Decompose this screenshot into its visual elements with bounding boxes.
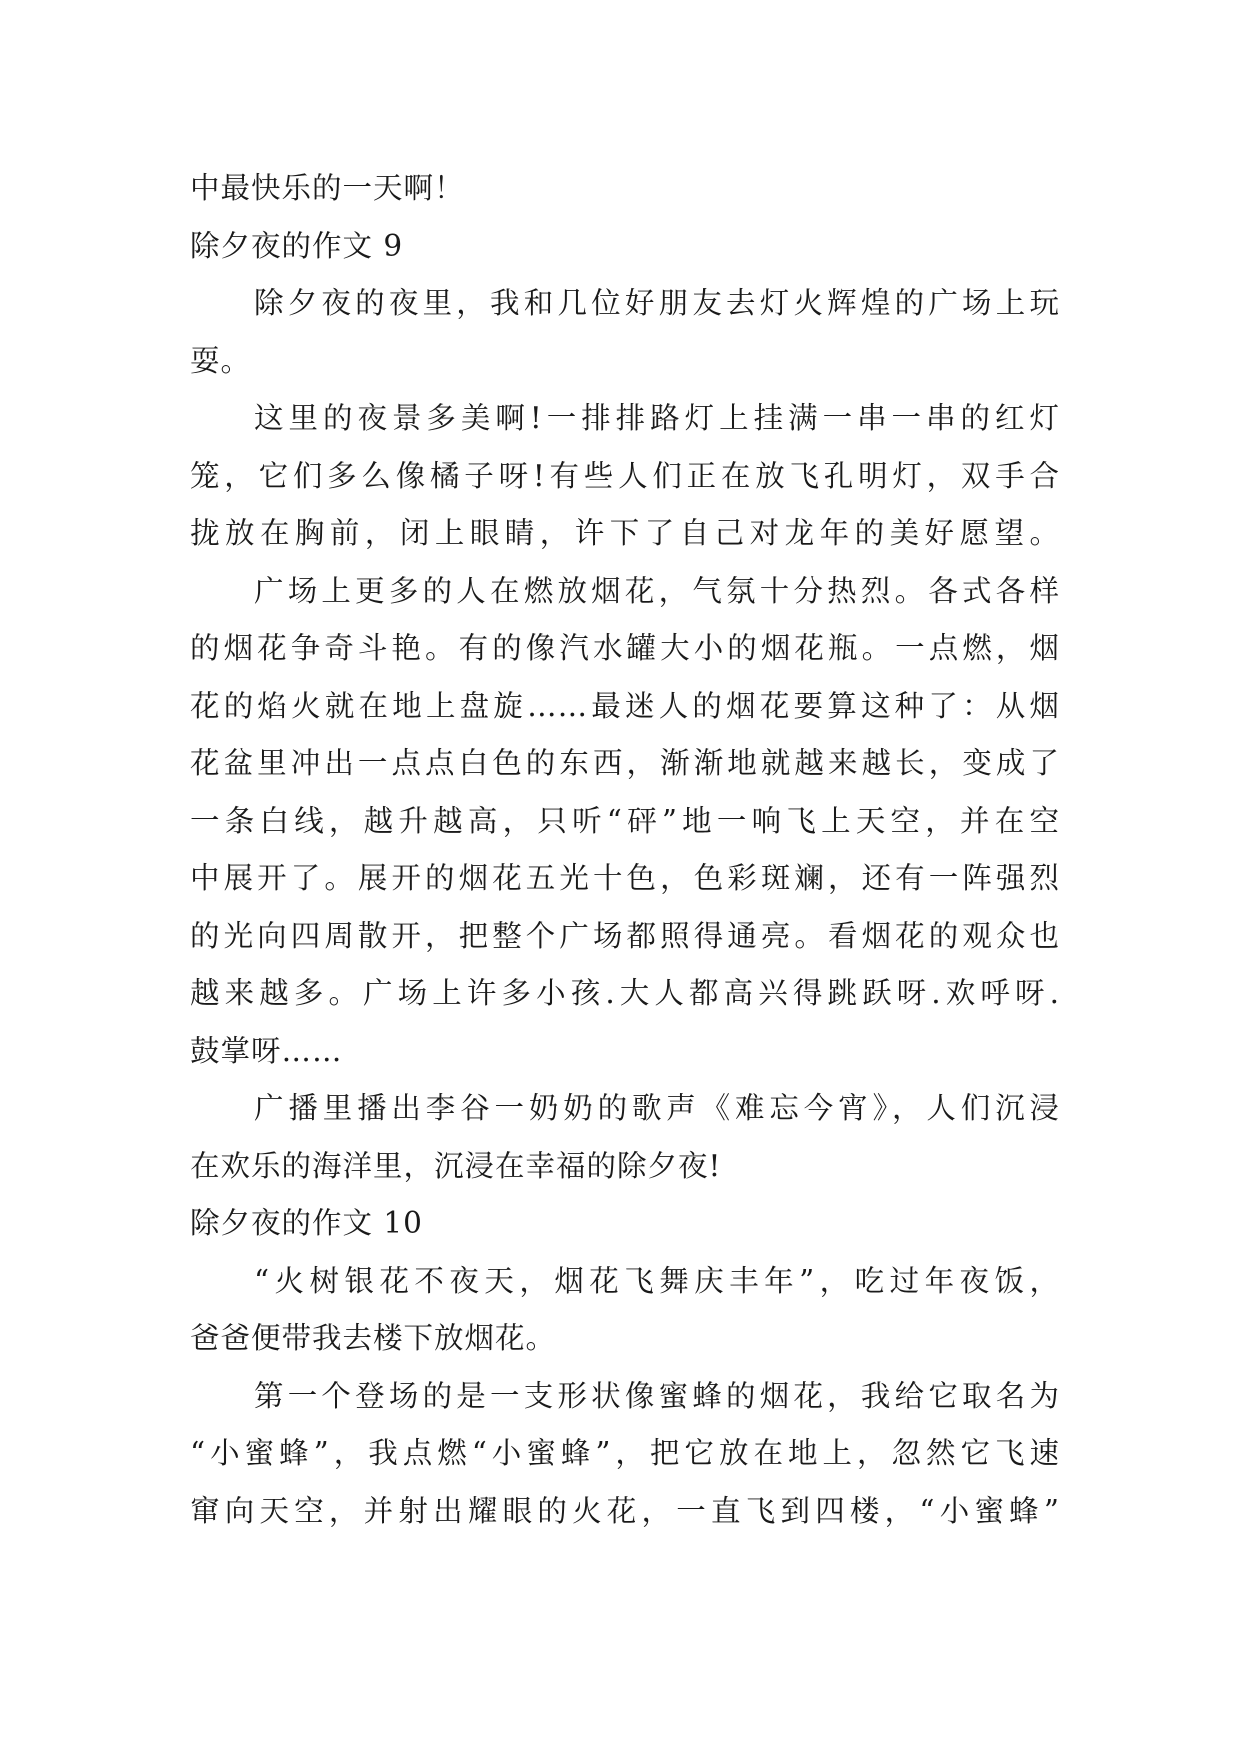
text-line: 广播里播出李谷一奶奶的歌声《难忘今宵》，人们沉浸: [254, 1091, 1060, 1125]
text-line: 一条白线，越升越高，只听“砰”地一响飞上天空，并在空: [190, 803, 1060, 838]
text-line: 除夕夜的夜里，我和几位好朋友去灯火辉煌的广场上玩: [254, 286, 1060, 320]
text-line: 花盆里冲出一点点白色的东西，渐渐地就越来越长，变成了: [190, 746, 1060, 780]
text-line: 中最快乐的一天啊！: [190, 171, 465, 205]
document-body: [190, 160, 1060, 1540]
text-line: 笼，它们多么像橘子呀!有些人们正在放飞孔明灯，双手合: [190, 458, 1060, 493]
text-line: “火树银花不夜天，烟花飞舞庆丰年”，吃过年夜饭，: [254, 1263, 1060, 1298]
text-line: 广场上更多的人在燃放烟花，气氛十分热烈。各式各样: [254, 573, 1060, 608]
section-heading: 除夕夜的作文 9: [190, 228, 404, 263]
text-line: 这里的夜景多美啊!一排排路灯上挂满一串一串的红灯: [254, 401, 1060, 435]
text-line: 窜向天空，并射出耀眼的火花，一直飞到四楼，“小蜜蜂”: [190, 1493, 1060, 1528]
text-line: “小蜜蜂”，我点燃“小蜜蜂”，把它放在地上，忽然它飞速: [190, 1436, 1060, 1470]
text-line: 鼓掌呀……: [190, 1033, 343, 1068]
text-line: 第一个登场的是一支形状像蜜蜂的烟花，我给它取名为: [254, 1378, 1060, 1413]
text-line: 的光向四周散开，把整个广场都照得通亮。看烟花的观众也: [190, 918, 1060, 953]
section-heading: 除夕夜的作文 10: [190, 1206, 423, 1240]
text-line: 耍。: [190, 343, 252, 378]
text-line: 的烟花争奇斗艳。有的像汽水罐大小的烟花瓶。一点燃，烟: [190, 631, 1060, 665]
text-line: 在欢乐的海洋里，沉浸在幸福的除夕夜!: [190, 1148, 722, 1183]
text-line: 花的焰火就在地上盘旋……最迷人的烟花要算这种了：从烟: [190, 688, 1060, 723]
text-line: 中展开了。展开的烟花五光十色，色彩斑斓，还有一阵强烈: [190, 861, 1060, 895]
text-line: 拢放在胸前，闭上眼睛，许下了自己对龙年的美好愿望。: [190, 516, 1060, 550]
text-line: 越来越多。广场上许多小孩.大人都高兴得跳跃呀.欢呼呀.: [190, 976, 1060, 1010]
text-line: 爸爸便带我去楼下放烟花。: [190, 1321, 557, 1355]
